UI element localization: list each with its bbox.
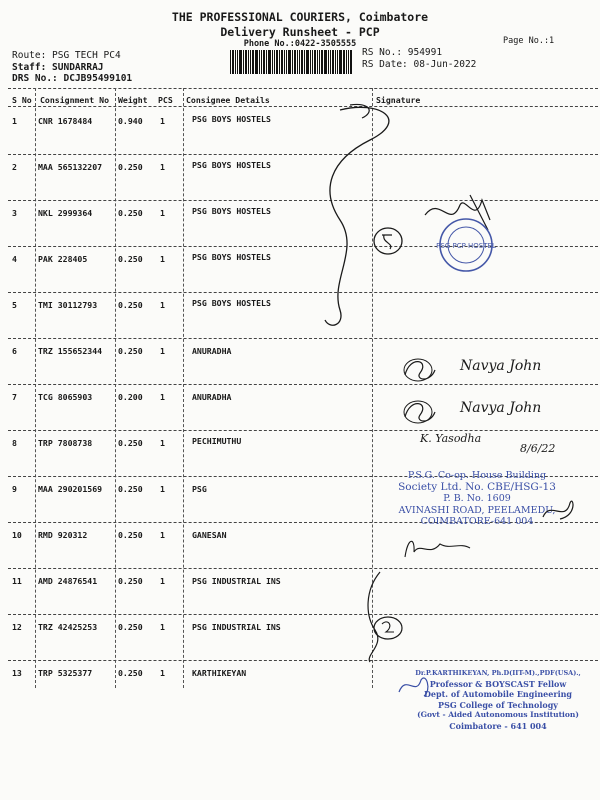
row-pcs: 1 <box>160 254 165 264</box>
col-header-weight: Weight <box>118 95 148 105</box>
barcode-bar <box>314 50 316 74</box>
barcode-bar <box>304 50 305 74</box>
barcode-bar <box>310 50 311 74</box>
col-header-sno: S No <box>12 95 32 105</box>
row-consignee: PSG INDUSTRIAL INS <box>192 576 281 586</box>
barcode-bar <box>261 50 262 74</box>
row-sno: 2 <box>12 162 17 172</box>
barcode-bar <box>266 50 267 74</box>
barcode-bar <box>312 50 313 74</box>
signature-scribble-rows-11-12 <box>360 570 440 665</box>
document-title: Delivery Runsheet - PCP <box>220 25 380 39</box>
barcode-bar <box>268 50 271 74</box>
barcode-bar <box>286 50 287 74</box>
route: Route: PSG TECH PC4 <box>12 50 121 61</box>
table-row <box>0 616 600 662</box>
barcode-bar <box>255 50 258 74</box>
row-consignment: CNR 1678484 <box>38 116 93 126</box>
drs-value: DCJB95499101 <box>63 73 133 84</box>
row-weight: 0.250 <box>118 300 143 310</box>
barcode-bar <box>328 50 329 74</box>
barcode-bar <box>299 50 300 74</box>
row-consignment: TMI 30112793 <box>38 300 98 310</box>
society-stamp-line: P. B. No. 1609 <box>443 493 511 504</box>
barcode-bar <box>343 50 345 74</box>
row-sno: 13 <box>12 668 22 678</box>
row-sno: 8 <box>12 438 17 448</box>
signature-row-7: Navya John <box>460 400 542 416</box>
row-weight: 0.250 <box>118 438 143 448</box>
row-consignee: ANURADHA <box>192 346 232 356</box>
barcode-bar <box>279 50 280 74</box>
barcode <box>230 50 362 74</box>
signature-row-8: K. Yasodha <box>420 432 482 445</box>
row-sno: 9 <box>12 484 17 494</box>
row-weight: 0.250 <box>118 254 143 264</box>
barcode-bar <box>243 50 244 74</box>
row-weight: 0.250 <box>118 530 143 540</box>
barcode-bar <box>250 50 251 74</box>
barcode-bar <box>276 50 278 74</box>
professor-stamp-line: Professor & BOYSCAST Fellow <box>429 678 567 689</box>
society-stamp-line: AVINASHI ROAD, PEELAMEDU, <box>398 504 556 516</box>
barcode-bar <box>288 50 291 74</box>
col-header-signature: Signature <box>376 95 421 105</box>
barcode-bar <box>339 50 342 74</box>
barcode-bar <box>332 50 334 74</box>
row-pcs: 1 <box>160 162 165 172</box>
signature-row-6: Navya John <box>460 358 542 374</box>
row-consignment: NKL 2999364 <box>38 208 93 218</box>
row-consignee: GANESAN <box>192 530 227 540</box>
professor-stamp-line: PSG College of Technology <box>438 699 558 710</box>
rs-date: RS Date: 08-Jun-2022 <box>362 59 477 70</box>
row-consignment: MAA 565132207 <box>38 162 103 172</box>
barcode-bar <box>272 50 273 74</box>
row-rule <box>8 614 598 615</box>
initials-scribble-row-6 <box>400 355 440 385</box>
col-header-consignment: Consignment No <box>40 95 110 105</box>
drs-number <box>12 73 132 84</box>
barcode-bar <box>237 50 238 74</box>
row-rule <box>8 430 598 431</box>
row-consignee: PSG BOYS HOSTELS <box>192 114 271 124</box>
row-rule <box>8 568 598 569</box>
barcode-bar <box>281 50 283 74</box>
barcode-bar <box>248 50 249 74</box>
row-weight: 0.200 <box>118 392 143 402</box>
initials-scribble-row-7 <box>400 397 440 427</box>
barcode-bar <box>348 50 349 74</box>
row-rule <box>8 660 598 661</box>
table-row <box>0 570 600 616</box>
professor-stamp-line: Dr.P.KARTHIKEYAN, Ph.D(IIT-M).,PDF(USA)., <box>415 669 581 677</box>
signature-scribble-row-9 <box>540 495 580 525</box>
row-consignment: TCG 8065903 <box>38 392 93 402</box>
row-sno: 7 <box>12 392 17 402</box>
row-pcs: 1 <box>160 438 165 448</box>
row-consignment: AMD 24876541 <box>38 576 98 586</box>
row-consignee: PSG <box>192 484 207 494</box>
row-weight: 0.940 <box>118 116 143 126</box>
company-name: THE PROFESSIONAL COURIERS, Coimbatore <box>171 10 429 24</box>
row-weight: 0.250 <box>118 576 143 586</box>
row-consignee: PSG BOYS HOSTELS <box>192 160 271 170</box>
row-consignee: PSG BOYS HOSTELS <box>192 298 271 308</box>
barcode-bar <box>294 50 296 74</box>
barcode-bar <box>350 50 352 74</box>
professor-stamp-line: (Govt - Aided Autonomous Institution) <box>417 710 579 719</box>
professor-stamp <box>408 668 588 731</box>
row-sno: 1 <box>12 116 17 126</box>
row-pcs: 1 <box>160 530 165 540</box>
row-consignee: KARTHIKEYAN <box>192 668 247 678</box>
row-pcs: 1 <box>160 208 165 218</box>
row-sno: 11 <box>12 576 22 586</box>
row-consignee: PSG BOYS HOSTELS <box>192 206 271 216</box>
barcode-bar <box>284 50 285 74</box>
header-top-rule <box>8 88 598 89</box>
row-consignment: PAK 228405 <box>38 254 88 264</box>
row-weight: 0.250 <box>118 208 143 218</box>
row-weight: 0.250 <box>118 162 143 172</box>
signature-date-row-8: 8/6/22 <box>520 442 556 455</box>
col-header-pcs: PCS <box>158 95 173 105</box>
row-consignment: TRP 5325377 <box>38 668 93 678</box>
barcode-bar <box>335 50 336 74</box>
phone-number: Phone No.:0422-3505555 <box>243 39 357 49</box>
barcode-bar <box>337 50 338 74</box>
barcode-bar <box>346 50 347 74</box>
barcode-bar <box>324 50 327 74</box>
row-sno: 10 <box>12 530 22 540</box>
row-sno: 5 <box>12 300 17 310</box>
row-pcs: 1 <box>160 116 165 126</box>
row-pcs: 1 <box>160 300 165 310</box>
row-rule <box>8 384 598 385</box>
row-consignee: PECHIMUTHU <box>192 436 242 446</box>
row-consignment: MAA 290201569 <box>38 484 103 494</box>
row-weight: 0.250 <box>118 668 143 678</box>
staff: Staff: SUNDARRAJ <box>12 62 104 73</box>
row-pcs: 1 <box>160 392 165 402</box>
row-pcs: 1 <box>160 668 165 678</box>
round-stamp-icon <box>436 215 496 275</box>
table-row <box>0 524 600 570</box>
rs-number: RS No.: 954991 <box>362 47 443 58</box>
barcode-bar <box>232 50 234 74</box>
barcode-bar <box>230 50 231 74</box>
page-number: Page No.:1 <box>503 36 555 46</box>
barcode-bar <box>306 50 309 74</box>
barcode-bar <box>321 50 323 74</box>
barcode-bar <box>252 50 254 74</box>
professor-stamp-line: Dept. of Automobile Engineering <box>423 689 573 699</box>
barcode-bar <box>330 50 331 74</box>
barcode-bar <box>292 50 293 74</box>
barcode-bar <box>319 50 320 74</box>
society-stamp-line: COIMBATORE-641 004 <box>420 516 534 527</box>
col-header-consignee: Consignee Details <box>186 95 270 105</box>
barcode-bar <box>245 50 247 74</box>
row-sno: 12 <box>12 622 22 632</box>
society-stamp-line: Society Ltd. No. CBE/HSG-13 <box>398 480 556 493</box>
barcode-bar <box>263 50 265 74</box>
row-sno: 4 <box>12 254 17 264</box>
barcode-bar <box>301 50 303 74</box>
signature-scribble-row-10 <box>400 532 480 562</box>
society-stamp-line: P.S.G. Co-op. House Building <box>407 470 547 481</box>
professor-stamp-line: Coimbatore - 641 004 <box>449 720 547 731</box>
barcode-bar <box>297 50 298 74</box>
round-stamp-text: PSG PCP HOSTEL <box>436 242 496 250</box>
row-consignee: PSG BOYS HOSTELS <box>192 252 271 262</box>
row-sno: 3 <box>12 208 17 218</box>
row-consignee: ANURADHA <box>192 392 232 402</box>
row-weight: 0.250 <box>118 622 143 632</box>
row-consignment: RMD 920312 <box>38 530 88 540</box>
barcode-bar <box>259 50 260 74</box>
row-consignee: PSG INDUSTRIAL INS <box>192 622 281 632</box>
barcode-bar <box>274 50 275 74</box>
row-weight: 0.250 <box>118 346 143 356</box>
row-weight: 0.250 <box>118 484 143 494</box>
row-pcs: 1 <box>160 622 165 632</box>
barcode-bar <box>317 50 318 74</box>
circled-mark-row-4 <box>370 225 410 260</box>
row-pcs: 1 <box>160 576 165 586</box>
row-pcs: 1 <box>160 346 165 356</box>
row-consignment: TRP 7808738 <box>38 438 93 448</box>
drs-label: DRS No.: <box>12 73 58 84</box>
barcode-bar <box>235 50 236 74</box>
row-pcs: 1 <box>160 484 165 494</box>
row-consignment: TRZ 42425253 <box>38 622 98 632</box>
row-sno: 6 <box>12 346 17 356</box>
row-consignment: TRZ 155652344 <box>38 346 103 356</box>
barcode-bar <box>239 50 242 74</box>
